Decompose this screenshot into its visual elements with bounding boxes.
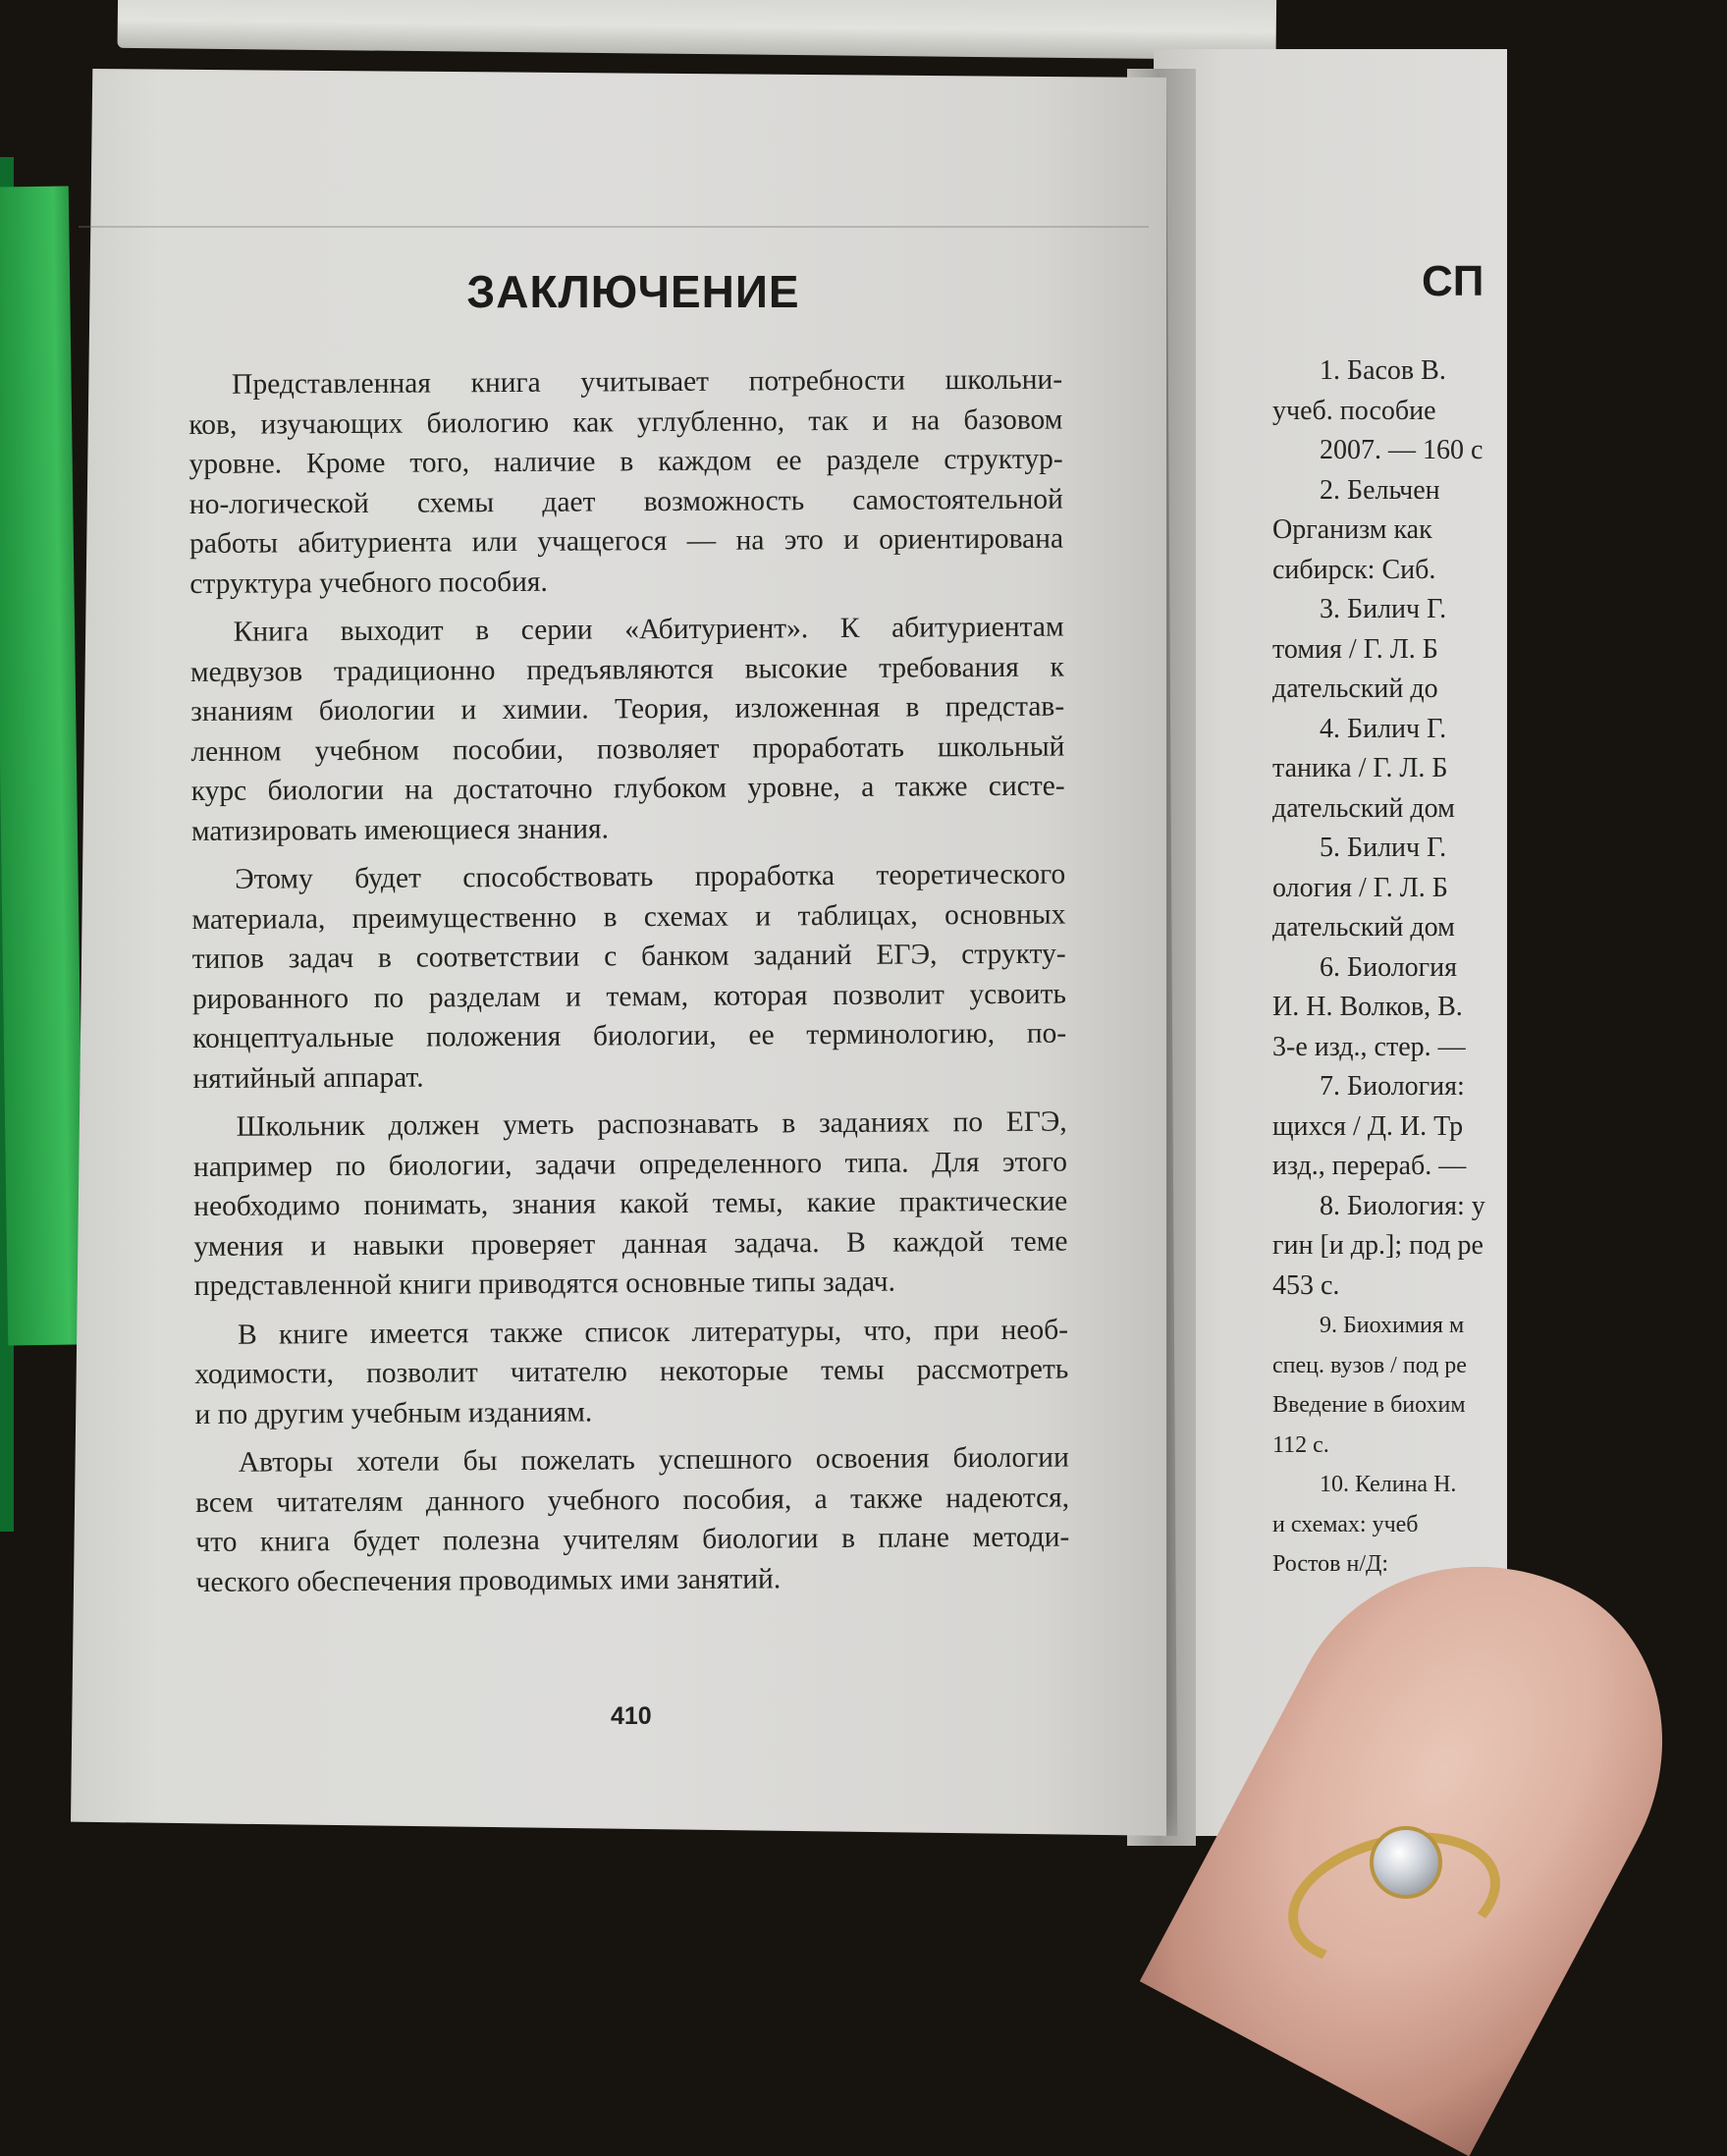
reference-line: 8. Биология: у <box>1320 1190 1485 1221</box>
reference-line: дательский дом <box>1272 792 1455 824</box>
text-line: знаниям биологии и химии. Теория, изложенная в представ- <box>190 690 1065 728</box>
text-line: ходимости, позволит читателю некоторые темы рассмотреть <box>194 1353 1069 1390</box>
reference-line: 2. Бельчен <box>1320 474 1440 506</box>
reference-line: 2007. — 160 с <box>1320 435 1484 465</box>
text-line: материала, преимущественно в схемах и таблицах, основных <box>191 898 1066 936</box>
paragraph <box>190 608 1065 851</box>
reference-list <box>1272 351 1528 1585</box>
ring-stone <box>1370 1826 1442 1899</box>
page-title: ЗАКЛЮЧЕНИЕ <box>466 266 800 317</box>
reference-line: Организм как <box>1272 514 1432 545</box>
text-line: всем читателям данного учебного пособия, а также надеются, <box>194 1482 1070 1519</box>
text-line: структура учебного пособия. <box>189 566 548 600</box>
paragraph <box>194 1310 1069 1434</box>
paragraph <box>189 360 1063 604</box>
reference-line: Ростов н/Д: <box>1272 1551 1389 1577</box>
reference-line: 3. Билич Г. <box>1320 594 1447 624</box>
reference-line: Введение в биохим <box>1272 1392 1466 1418</box>
text-line: что книга будет полезна учителям биологии в плане методи- <box>195 1521 1070 1558</box>
reference-line: спец. вузов / под ре <box>1272 1352 1467 1378</box>
reference-line: учеб. пособие <box>1272 395 1436 426</box>
text-line: Книга выходит в серии «Абитуриент». К абитуриентам <box>233 611 1064 648</box>
text-line: например по биологии, задачи определенного типа. Для этого <box>192 1146 1068 1183</box>
text-line: Школьник должен уметь распознавать в заданиях по ЕГЭ, <box>236 1105 1067 1143</box>
conclusion-text <box>189 360 1070 1611</box>
text-line: матизировать имеющиеся знания. <box>190 812 610 847</box>
reference-line: 453 с. <box>1272 1269 1340 1301</box>
reference-line: И. Н. Волков, В. <box>1272 992 1463 1022</box>
reference-line: изд., перераб. — <box>1272 1151 1467 1181</box>
text-line: ков, изучающих биологию как углубленно, так и на базовом <box>189 404 1063 441</box>
right-page-title: СП <box>1422 257 1484 305</box>
text-line: типов задач в соответствии с банком заданий ЕГЭ, структу- <box>191 938 1066 975</box>
green-book <box>0 187 84 1346</box>
text-line: ческого обеспечения проводимых ими занятий. <box>195 1562 782 1598</box>
reference-line: дательский до <box>1272 674 1438 704</box>
text-line: и по другим учебным изданиям. <box>194 1396 593 1430</box>
reference-line: томия / Г. Л. Б <box>1272 633 1438 665</box>
text-line: представленной книги приводятся основные типы задач. <box>193 1266 896 1302</box>
reference-line: таника / Г. Л. Б <box>1272 753 1448 783</box>
text-line: ленном учебном пособии, позволяет проработать школьный <box>190 730 1065 768</box>
text-line: курс биологии на достаточно глубоком уровне, а также систе- <box>190 770 1065 807</box>
text-line: медвузов традиционно предъявляются высокие требования к <box>189 651 1064 688</box>
text-line: В книге имеется также список литературы, что, при необ- <box>237 1314 1069 1351</box>
reference-line: и схемах: учеб <box>1272 1511 1419 1537</box>
reference-line: щихся / Д. И. Тр <box>1272 1110 1464 1142</box>
text-line: Представленная книга учитывает потребности школьни- <box>232 363 1063 401</box>
reference-line: 10. Келина Н. <box>1320 1472 1457 1497</box>
text-line: уровне. Кроме того, наличие в каждом ее разделе структур- <box>189 443 1063 480</box>
reference-line: 9. Биохимия м <box>1320 1313 1465 1338</box>
text-line: Этому будет способствовать проработка теоретического <box>235 858 1066 895</box>
reference-line: ология / Г. Л. Б <box>1272 872 1448 903</box>
reference-line: дательский дом <box>1272 912 1455 943</box>
paragraph <box>195 1438 1070 1602</box>
reference-line: 5. Билич Г. <box>1320 833 1447 863</box>
paragraph <box>193 1103 1068 1307</box>
reference-line: 6. Биология <box>1320 951 1458 983</box>
text-line: концептуальные положения биологии, ее терминологию, по- <box>192 1017 1067 1054</box>
text-line: умения и навыки проверяет данная задача. В каждой теме <box>193 1225 1068 1263</box>
reference-line: 4. Билич Г. <box>1320 713 1447 744</box>
reference-line: 3-е изд., стер. — <box>1272 1031 1466 1062</box>
text-line: необходимо понимать, знания какой темы, какие практические <box>193 1185 1068 1222</box>
page-number: 410 <box>611 1702 652 1730</box>
text-line: нятийный аппарат. <box>192 1061 424 1095</box>
reference-line: 1. Басов В. <box>1320 355 1446 386</box>
text-line: рированного по разделам и темам, которая позволит усвоить <box>191 978 1067 1015</box>
reference-line: 7. Биология: <box>1320 1071 1465 1102</box>
page-fold-line <box>79 226 1149 228</box>
reference-line: сибирск: Сиб. <box>1272 554 1436 585</box>
reference-line: 112 с. <box>1272 1431 1329 1458</box>
background-paper <box>118 0 1277 60</box>
text-line: но-логической схемы дает возможность самостоятельной <box>189 483 1063 520</box>
paragraph <box>191 855 1066 1099</box>
text-line: Авторы хотели бы пожелать успешного освоения биологии <box>238 1441 1069 1479</box>
reference-line: гин [и др.]; под ре <box>1272 1230 1484 1261</box>
text-line: работы абитуриента или учащегося — на это и ориентирована <box>189 522 1064 560</box>
